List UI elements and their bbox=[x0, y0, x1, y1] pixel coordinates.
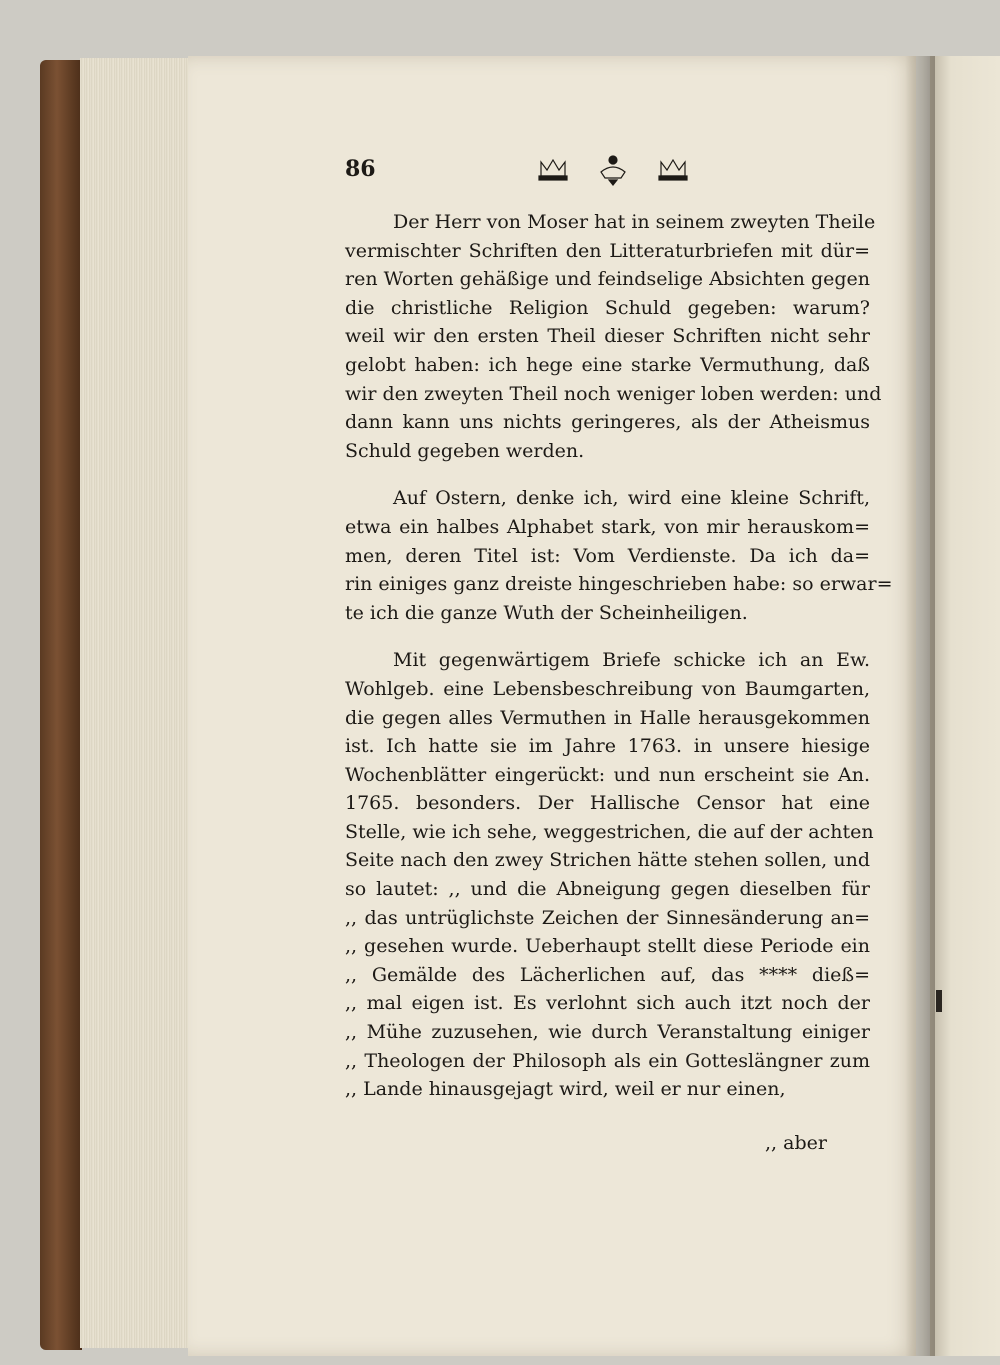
text-line: etwa ein halbes Alphabet stark, von mir herauskom= bbox=[345, 515, 870, 538]
page-body-text bbox=[345, 208, 893, 1123]
text-line: ,, Lande hinausgejagt wird, weil er nur einen, bbox=[345, 1078, 786, 1101]
page-header bbox=[345, 150, 865, 190]
page-gutter bbox=[905, 56, 935, 1356]
page-number: 86 bbox=[345, 156, 376, 182]
text-line: Wohlgeb. eine Lebensbeschreibung von Baumgarten, bbox=[345, 677, 870, 700]
text-line: ist. Ich hatte sie im Jahre 1763. in unsere hiesige bbox=[345, 735, 870, 758]
text-line: Mit gegenwärtigem Briefe schicke ich an Ew. bbox=[393, 649, 870, 672]
page-block-edges bbox=[80, 58, 191, 1348]
text-line: Stelle, wie ich sehe, weggestrichen, die auf der achten bbox=[345, 820, 874, 843]
text-line: Auf Ostern, denke ich, wird eine kleine Schrift, bbox=[393, 487, 870, 510]
text-line: men, deren Titel ist: Vom Verdienste. Da ich da= bbox=[345, 544, 870, 567]
text-line: ,, gesehen wurde. Ueberhaupt stellt diese Periode ein bbox=[345, 935, 870, 958]
paragraph bbox=[345, 646, 874, 1104]
text-line: wir den zweyten Theil noch weniger loben werden: und bbox=[345, 382, 882, 405]
catchword: ,, aber bbox=[765, 1132, 827, 1154]
text-line: rin einiges ganz dreiste hingeschrieben habe: so erwar= bbox=[345, 573, 893, 596]
text-line: ,, Mühe zuzusehen, wie durch Veranstaltung einiger bbox=[345, 1021, 870, 1044]
text-line: vermischter Schriften den Litteraturbriefen mit dür= bbox=[345, 239, 870, 262]
text-line: Schuld gegeben werden. bbox=[345, 439, 585, 462]
book-cover-spine bbox=[40, 60, 82, 1350]
text-line: Wochenblätter eingerückt: und nun erscheint sie An. bbox=[345, 763, 870, 786]
text-line: ,, Theologen der Philosoph als ein Gotteslängner zum bbox=[345, 1049, 870, 1072]
text-line: ,, das untrüglichste Zeichen der Sinnesänderung an= bbox=[345, 906, 870, 929]
text-line: die gegen alles Vermuthen in Halle herausgekommen bbox=[345, 706, 870, 729]
text-line: 1765. besonders. Der Hallische Censor hat eine bbox=[345, 792, 870, 815]
text-line: Der Herr von Moser hat in seinem zweyten Theile bbox=[393, 211, 876, 233]
text-line: weil wir den ersten Theil dieser Schriften nicht sehr bbox=[345, 325, 870, 348]
paragraph bbox=[345, 484, 893, 627]
paragraph bbox=[345, 208, 882, 465]
text-line: te ich die ganze Wuth der Scheinheiligen. bbox=[345, 601, 748, 624]
text-line: Seite nach den zwey Strichen hätte stehen sollen, und bbox=[345, 849, 870, 872]
text-line: gelobt haben: ich hege eine starke Vermuthung, daß bbox=[345, 353, 870, 376]
facing-page-mark bbox=[936, 990, 942, 1012]
text-line: dann kann uns nichts geringeres, als der Atheismus bbox=[345, 411, 870, 434]
text-line: die christliche Religion Schuld gegeben: warum? bbox=[345, 296, 870, 319]
text-line: ,, Gemälde des Lächerlichen auf, das **** dieß= bbox=[345, 963, 870, 986]
crown-ornament-icon bbox=[533, 150, 693, 186]
text-line: so lautet: ,, und die Abneigung gegen dieselben für bbox=[345, 878, 870, 901]
text-line: ,, mal eigen ist. Es verlohnt sich auch itzt noch der bbox=[345, 992, 870, 1015]
facing-page bbox=[930, 56, 1000, 1356]
text-line: ren Worten gehäßige und feindselige Absichten gegen bbox=[345, 268, 870, 291]
